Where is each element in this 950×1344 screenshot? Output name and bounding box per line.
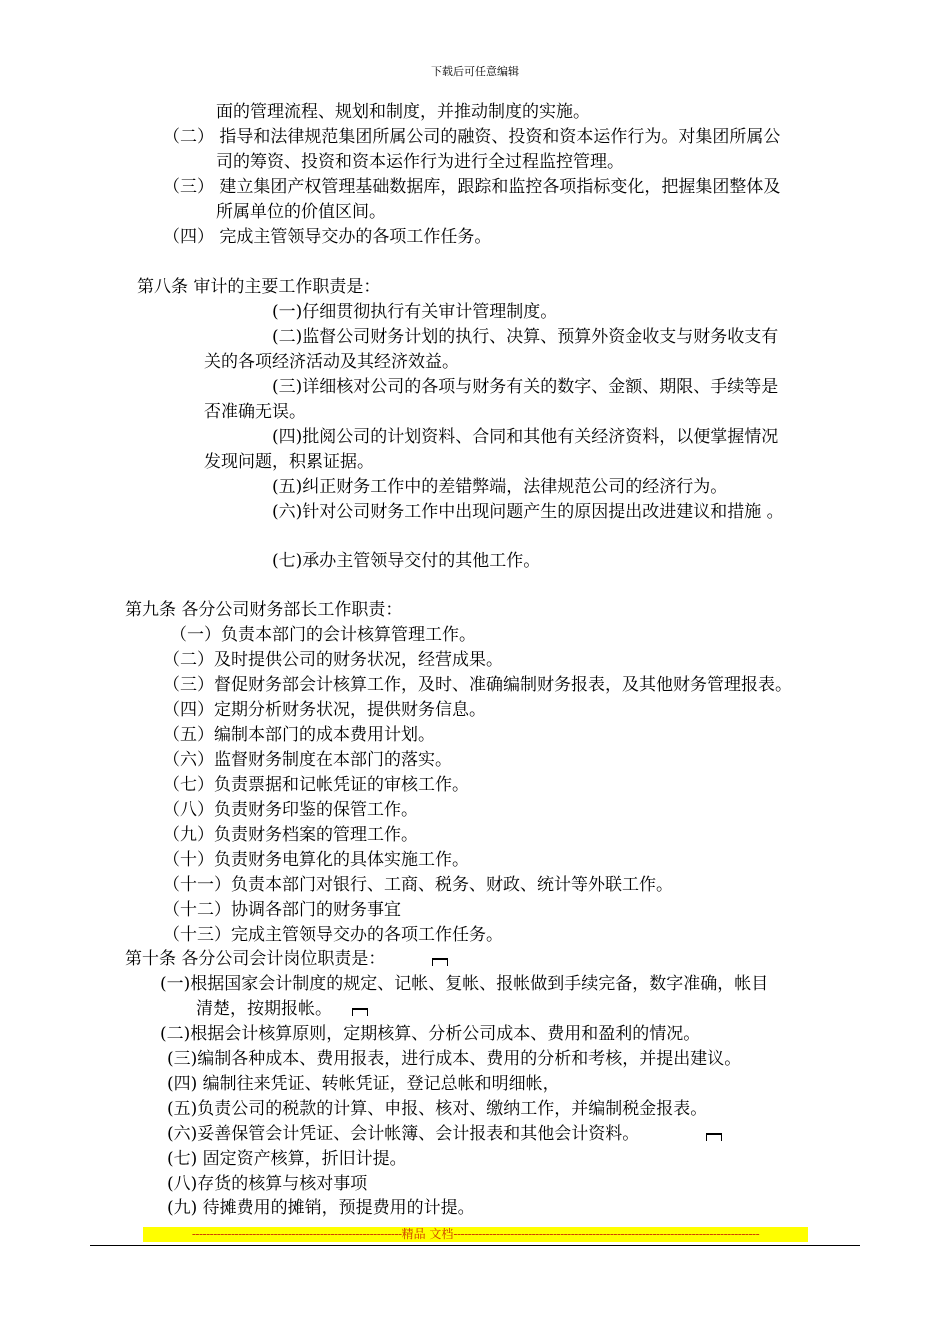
text-line: （三）督促财务部会计核算工作，及时、准确编制财务报表，及其他财务管理报表。	[163, 675, 792, 695]
paragraph-mark-icon	[706, 1133, 722, 1141]
footer-banner	[143, 1227, 808, 1242]
text-line: （六）监督财务制度在本部门的落实。	[163, 750, 452, 770]
footer-dashes-right: --------------------------------------------------------------------------------------	[453, 1227, 760, 1241]
text-line: (七) 固定资产核算，折旧计提。	[167, 1149, 407, 1169]
text-line: (四) 编制往来凭证、转帐凭证，登记总帐和明细帐，	[167, 1074, 560, 1094]
text-line: (八)存货的核算与核对事项	[167, 1174, 368, 1194]
text-line: (三)详细核对公司的各项与财务有关的数字、金额、期限、手续等是	[272, 377, 779, 397]
text-line: （四）定期分析财务状况，提供财务信息。	[163, 700, 486, 720]
text-line: (一)根据国家会计制度的规定、记帐、复帐、报帐做到手续完备，数字准确，帐目	[160, 974, 769, 994]
text-line: (七)承办主管领导交付的其他工作。	[272, 551, 541, 571]
text-line: (二)根据会计核算原则，定期核算、分析公司成本、费用和盈利的情况。	[160, 1024, 701, 1044]
text-line: （三） 建立集团产权管理基础数据库，跟踪和监控各项指标变化，把握集团整体及	[163, 177, 781, 197]
text-line: (六)针对公司财务工作中出现问题产生的原因提出改进建议和措施 。	[272, 502, 784, 522]
footer-rule	[90, 1245, 860, 1246]
paragraph-mark-icon	[352, 1008, 368, 1016]
text-line: (四)批阅公司的计划资料、合同和其他有关经济资料，以便掌握情况	[272, 427, 779, 447]
footer-label: 精品 文档	[401, 1227, 454, 1241]
text-line: 面的管理流程、规划和制度，并推动制度的实施。	[216, 102, 590, 122]
text-line: （一）负责本部门的会计核算管理工作。	[170, 625, 476, 645]
text-line: （十二）协调各部门的财务事宜	[163, 900, 401, 920]
text-line: (五)纠正财务工作中的差错弊端，法律规范公司的经济行为。	[272, 477, 728, 497]
text-line: （十一）负责本部门对银行、工商、税务、财政、统计等外联工作。	[163, 875, 673, 895]
text-line: (一)仔细贯彻执行有关审计管理制度。	[272, 302, 558, 322]
text-line: (六)妥善保管会计凭证、会计帐簿、会计报表和其他会计资料。	[167, 1124, 640, 1144]
text-line: 否准确无误。	[204, 402, 306, 422]
text-line: 清楚，按期报帐。	[196, 999, 332, 1019]
text-line: (五)负责公司的税款的计算、申报、核对、缴纳工作，并编制税金报表。	[167, 1099, 708, 1119]
text-line: 关的各项经济活动及其经济效益。	[204, 352, 459, 372]
article-heading: 第八条 审计的主要工作职责是：	[137, 277, 381, 297]
page-header: 下载后可任意编辑	[431, 65, 519, 78]
text-line: (二)监督公司财务计划的执行、决算、预算外资金收支与财务收支有	[272, 327, 779, 347]
article-heading: 第十条 各分公司会计岗位职责是：	[125, 949, 386, 969]
text-line: （四） 完成主管领导交办的各项工作任务。	[163, 227, 492, 247]
text-line: （七）负责票据和记帐凭证的审核工作。	[163, 775, 469, 795]
text-line: 所属单位的价值区间。	[216, 202, 386, 222]
text-line: （二）及时提供公司的财务状况，经营成果。	[163, 650, 503, 670]
text-line: （二） 指导和法律规范集团所属公司的融资、投资和资本运作行为。对集团所属公	[163, 127, 781, 147]
text-line: 司的筹资、投资和资本运作行为进行全过程监控管理。	[216, 152, 624, 172]
footer-dashes-left: -----------------------------------------------------------	[191, 1227, 402, 1241]
text-line: 发现问题，积累证据。	[204, 452, 374, 472]
text-line: （十三）完成主管领导交办的各项工作任务。	[163, 925, 503, 945]
text-line: （十）负责财务电算化的具体实施工作。	[163, 850, 469, 870]
text-line: （五）编制本部门的成本费用计划。	[163, 725, 435, 745]
paragraph-mark-icon	[432, 958, 448, 966]
article-heading: 第九条 各分公司财务部长工作职责：	[125, 600, 403, 620]
text-line: （八）负责财务印鉴的保管工作。	[163, 800, 418, 820]
text-line: (九) 待摊费用的摊销，预提费用的计提。	[167, 1198, 475, 1218]
text-line: （九）负责财务档案的管理工作。	[163, 825, 418, 845]
text-line: (三)编制各种成本、费用报表，进行成本、费用的分析和考核，并提出建议。	[167, 1049, 742, 1069]
